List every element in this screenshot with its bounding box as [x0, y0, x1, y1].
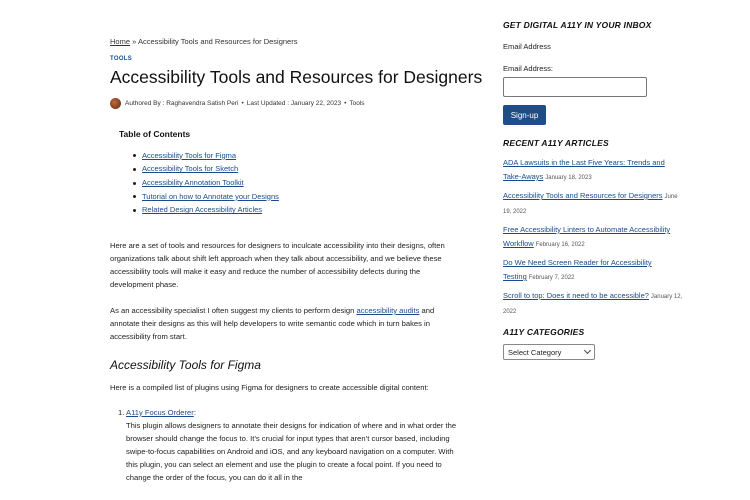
- toc-link-sketch[interactable]: Accessibility Tools for Sketch: [142, 164, 239, 174]
- plugin-colon: :: [193, 407, 196, 417]
- email-field[interactable]: [503, 77, 647, 97]
- category-select-value: Select Category: [508, 347, 562, 357]
- author-avatar: [110, 98, 121, 109]
- sidebar: [503, 20, 683, 360]
- breadcrumb-separator: »: [130, 37, 138, 46]
- email-field-label: Email Address:: [503, 64, 554, 73]
- toc-item: [133, 190, 465, 204]
- recent-article-date: February 16, 2022: [535, 242, 585, 248]
- category-select[interactable]: [503, 344, 595, 360]
- list-item: [503, 189, 683, 219]
- breadcrumb-home-link[interactable]: Home: [110, 37, 131, 46]
- recent-article-link[interactable]: Scroll to top: Does it need to be accessible?: [503, 291, 649, 300]
- toc-item: [133, 203, 465, 217]
- meta-separator: •: [344, 99, 347, 107]
- article-meta: [110, 98, 465, 109]
- toc-link-annotation-toolkit[interactable]: Accessibility Annotation Toolkit: [142, 178, 244, 188]
- specialist-text-before: As an accessibility specialist I often suggest my clients to perform design: [110, 305, 357, 315]
- specialist-paragraph: [110, 304, 465, 343]
- recent-articles-heading: RECENT A11Y ARTICLES: [503, 138, 609, 148]
- toc-link-figma[interactable]: Accessibility Tools for Figma: [142, 150, 237, 160]
- last-updated: Last Updated : January 22, 2023: [246, 99, 342, 107]
- recent-article-link[interactable]: Accessibility Tools and Resources for Designers: [503, 191, 663, 200]
- list-item: [503, 156, 683, 185]
- plugin-link-a11y-focus-orderer[interactable]: A11y Focus Orderer: [126, 407, 194, 417]
- page-title: Accessibility Tools and Resources for Designers: [110, 67, 483, 87]
- newsletter-heading: GET DIGITAL A11Y IN YOUR INBOX: [503, 20, 652, 30]
- toc-link-tutorial[interactable]: Tutorial on how to Annotate your Designs: [142, 191, 279, 201]
- chevron-down-icon: [584, 347, 591, 354]
- plugin-list: [118, 406, 465, 484]
- specialist-text-after: and annotate their designs as this will help developers to write semantic code which in turn bakes in accessibility from start.: [110, 305, 435, 341]
- accessibility-audits-link[interactable]: accessibility audits: [356, 305, 420, 315]
- recent-article-link[interactable]: Do We Need Screen Reader for Accessibility Testing: [503, 258, 652, 281]
- toc-list: [133, 149, 465, 217]
- toc-link-related-articles[interactable]: Related Design Accessibility Articles: [142, 205, 263, 215]
- list-item: [503, 223, 683, 252]
- meta-tag-link[interactable]: Tools: [349, 99, 365, 107]
- breadcrumb: [110, 37, 465, 46]
- table-of-contents: [119, 129, 465, 217]
- plugin-description: This plugin allows designers to annotate their designs for indication of where and in what order the browser should change the focus to. It’s crucial for input types that aren’t cursor based, including swipe-to-focus capabilities on Android and iOS, and any keyboard navigation on a computer. With this plugin, you can select an element and use the plugin to create a focal point. If you need to change the order of the focus, you can do it all in the: [126, 420, 457, 482]
- recent-article-date: February 7, 2022: [528, 275, 575, 281]
- article-main: [110, 37, 483, 484]
- plugin-list-item: 1. A11y Focus Orderer: This plugin allows designers to annotate their designs for indication of where and in what order the browser should change the focus to. It’s crucial for input types that aren’t cursor based, including swipe-to-focus capabilities on Android and iOS, and any keyboard navigation on a computer. With this plugin, you can select an element and use the plugin to create a focal point. If you need to change the order of the focus, you can do it all in the: [126, 406, 465, 484]
- toc-item: [133, 176, 465, 190]
- section-intro: Here is a compiled list of plugins using Figma for designers to create accessible digital content:: [110, 382, 429, 392]
- breadcrumb-current: Accessibility Tools and Resources for Designers: [137, 37, 298, 46]
- recent-article-date: June 19, 2022: [503, 194, 678, 215]
- email-label: Email Address: [503, 42, 551, 51]
- recent-article-date: January 12, 2022: [503, 294, 683, 315]
- recent-article-link[interactable]: ADA Lawsuits in the Last Five Years: Trends and Take-Aways: [503, 158, 665, 181]
- author-byline: Authored By : Raghavendra Satish Peri: [125, 99, 239, 107]
- recent-article-link[interactable]: Free Accessibility Linters to Automate Accessibility Workflow: [503, 225, 671, 248]
- toc-item: [133, 162, 465, 176]
- list-item: [503, 289, 683, 319]
- toc-item: [133, 149, 465, 163]
- toc-title: Table of Contents: [119, 128, 191, 139]
- recent-article-date: January 18, 2023: [545, 175, 592, 181]
- recent-articles-list: [503, 156, 683, 319]
- list-item: [503, 256, 683, 285]
- meta-separator: •: [241, 99, 244, 107]
- section-heading-figma: Accessibility Tools for Figma: [110, 357, 261, 372]
- categories-heading: A11Y CATEGORIES: [503, 327, 585, 337]
- signup-button[interactable]: Sign-up: [503, 105, 546, 125]
- intro-paragraph: Here are a set of tools and resources for designers to inculcate accessibility into their designs, often organizations talk about shift left approach when they talk about accessibility, and we believe these accessibility tools will make it easy and reduce the number of accessibility defects during the development phase.: [110, 240, 445, 289]
- category-tag[interactable]: TOOLS: [110, 56, 133, 62]
